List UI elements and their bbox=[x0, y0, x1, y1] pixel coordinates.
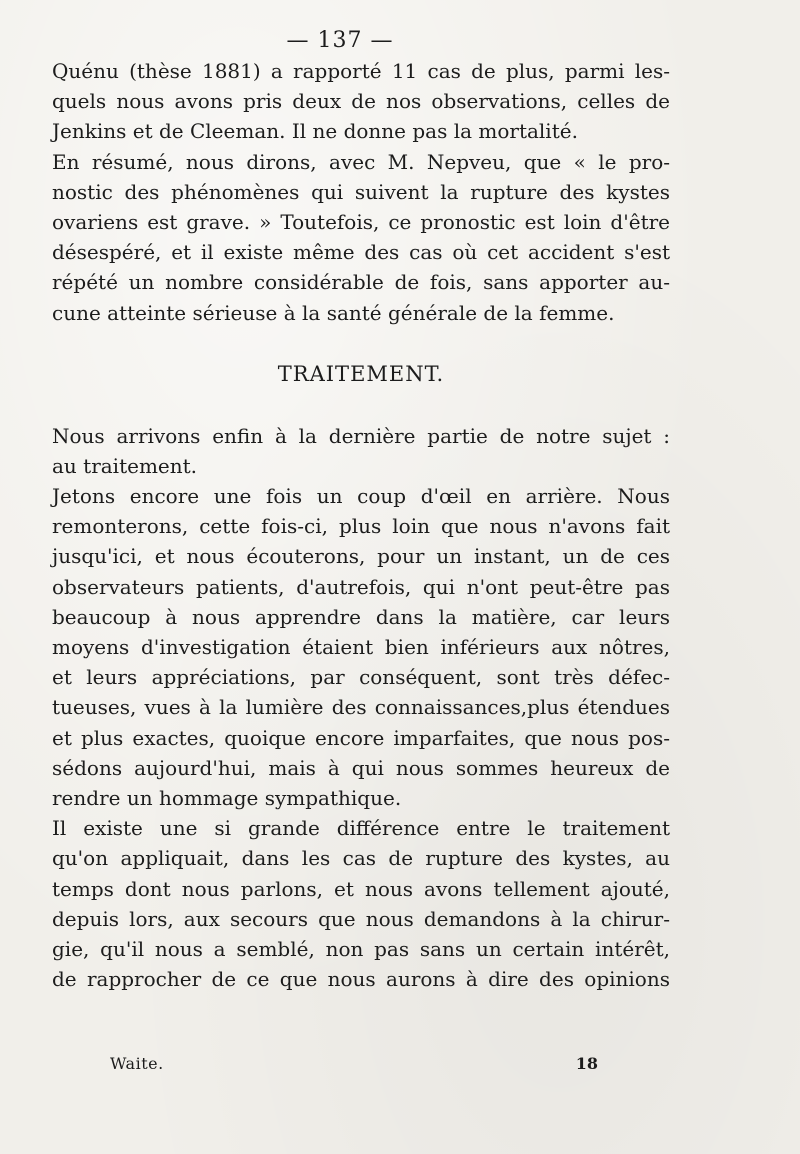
text-line: observateurs patients, d'autrefois, qui n'ont peut-être pas bbox=[52, 574, 670, 599]
signature-mark: Waite. bbox=[110, 1054, 164, 1073]
text-line: gie, qu'il nous a semblé, non pas sans un certain intérêt, bbox=[52, 936, 670, 961]
paragraph-jetons bbox=[52, 481, 670, 813]
paragraph-intro bbox=[52, 421, 670, 481]
text-line: répété un nombre considérable de fois, sans apporter au- bbox=[52, 270, 670, 295]
text-line: remonterons, cette fois-ci, plus loin que nous n'avons fait bbox=[52, 514, 670, 539]
text-line: Jetons encore une fois un coup d'œil en arrière. Nous bbox=[52, 484, 670, 509]
page-number: — 137 — bbox=[286, 28, 394, 53]
text-line: depuis lors, aux secours que nous demandons à la chirur- bbox=[52, 906, 670, 931]
paragraph-difference bbox=[52, 813, 670, 994]
paragraph-quenu bbox=[52, 56, 670, 147]
text-line: nostic des phénomènes qui suivent la rupture des kystes bbox=[52, 179, 670, 204]
text-line: qu'on appliquait, dans les cas de rupture des kystes, au bbox=[52, 846, 670, 871]
text-line: rendre un hommage sympathique. bbox=[52, 785, 402, 810]
text-line: cune atteinte sérieuse à la santé générale de la femme. bbox=[52, 300, 615, 325]
paragraph-resume bbox=[52, 147, 670, 328]
text-line: et leurs appréciations, par conséquent, sont très défec- bbox=[52, 665, 670, 690]
body-text bbox=[52, 56, 670, 994]
text-line: beaucoup à nous apprendre dans la matière, car leurs bbox=[52, 604, 670, 629]
text-line: Quénu (thèse 1881) a rapporté 11 cas de plus, parmi les- bbox=[52, 59, 670, 83]
text-line: temps dont nous parlons, et nous avons tellement ajouté, bbox=[52, 876, 670, 901]
text-line: au traitement. bbox=[52, 453, 198, 478]
text-line: sédons aujourd'hui, mais à qui nous sommes heureux de bbox=[52, 755, 670, 780]
page-footer bbox=[110, 1054, 598, 1073]
text-line: de rapprocher de ce que nous aurons à dire des opinions bbox=[52, 967, 670, 992]
text-line: désespéré, et il existe même des cas où cet accident s'est bbox=[52, 240, 670, 265]
text-line: ovariens est grave. » Toutefois, ce pronostic est loin d'être bbox=[52, 209, 670, 234]
section-title: TRAITEMENT. bbox=[277, 361, 445, 386]
text-line: moyens d'investigation étaient bien inférieurs aux nôtres, bbox=[52, 635, 670, 659]
text-line: Il existe une si grande différence entre le traitement bbox=[52, 816, 670, 841]
text-line: Jenkins et de Cleeman. Il ne donne pas la mortalité. bbox=[52, 119, 578, 144]
sheet-number: 18 bbox=[575, 1054, 598, 1073]
text-line: jusqu'ici, et nous écouterons, pour un instant, un de ces bbox=[52, 544, 670, 569]
text-line: En résumé, nous dirons, avec M. Nepveu, que « le pro- bbox=[52, 149, 670, 174]
text-line: et plus exactes, quoique encore imparfaites, que nous pos- bbox=[52, 725, 670, 750]
text-line: quels nous avons pris deux de nos observations, celles de bbox=[52, 89, 670, 114]
text-line: Nous arrivons enfin à la dernière partie de notre sujet : bbox=[52, 423, 670, 448]
text-line: tueuses, vues à la lumière des connaissances,plus étendues bbox=[52, 695, 670, 720]
